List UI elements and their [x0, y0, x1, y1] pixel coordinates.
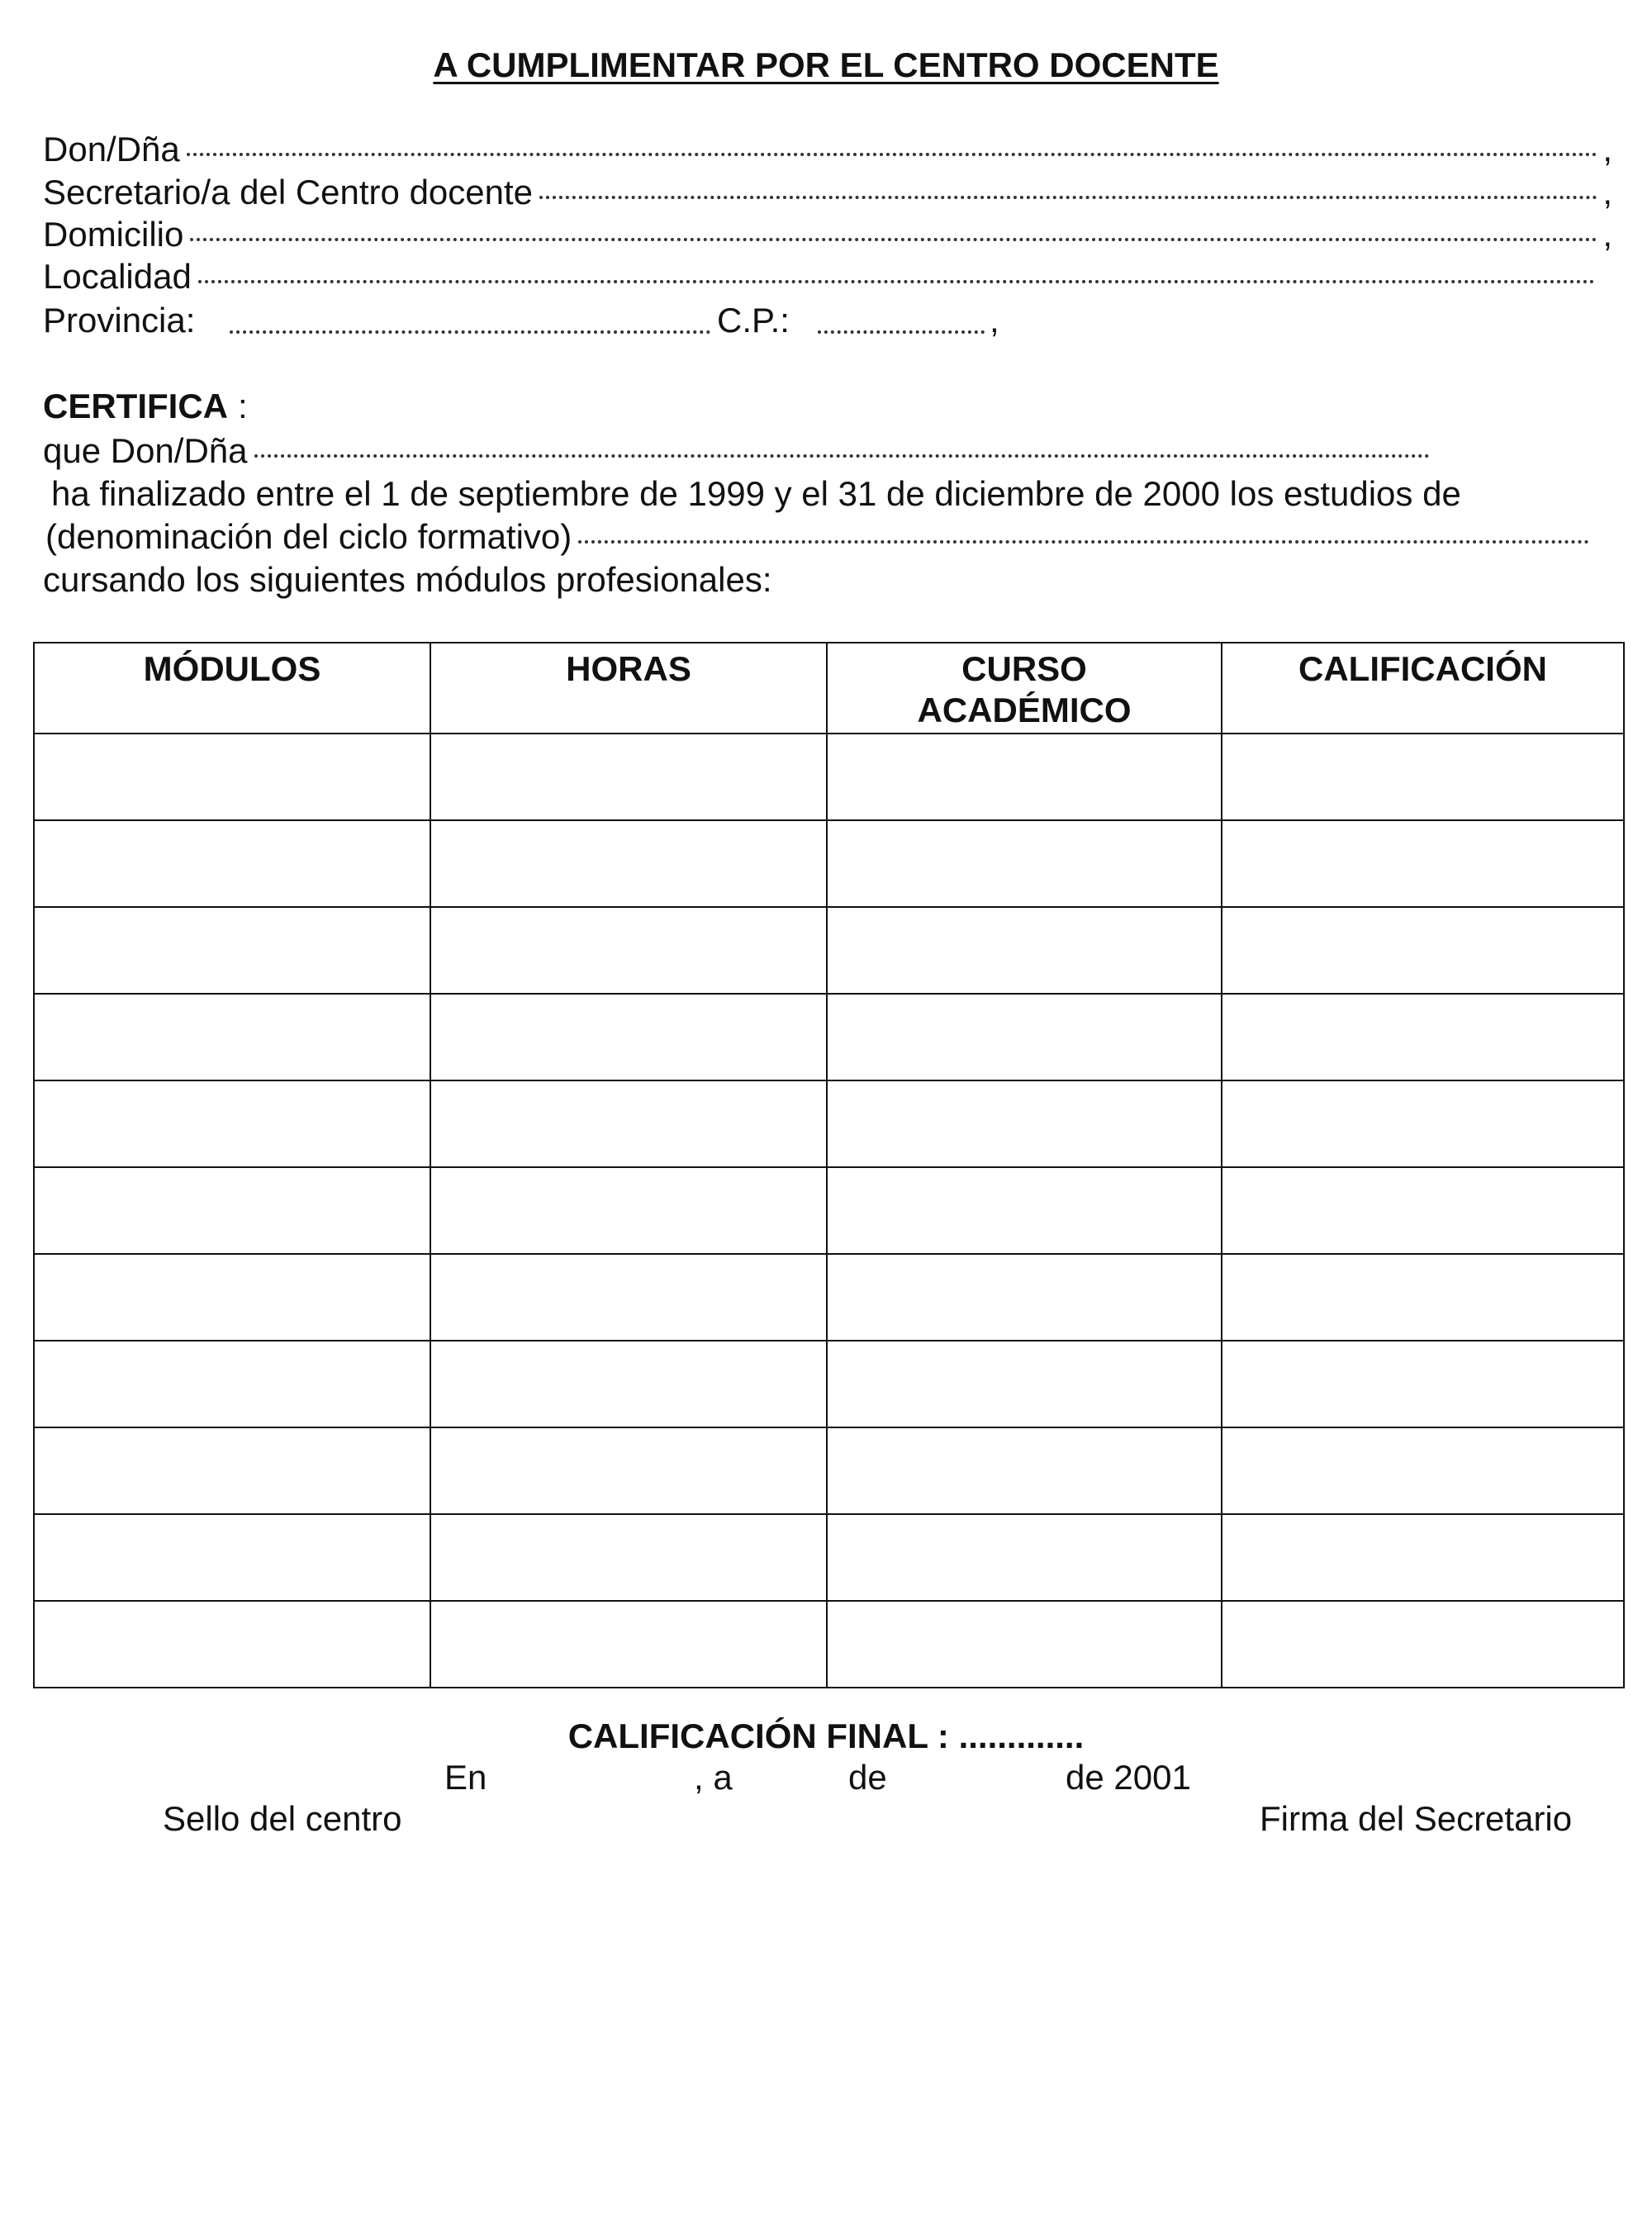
cell-curso[interactable]: [827, 1341, 1222, 1427]
header-curso-line1: CURSO: [961, 649, 1087, 688]
cell-curso[interactable]: [827, 1514, 1222, 1601]
cell-modulo[interactable]: [34, 1254, 430, 1341]
cell-calificacion[interactable]: [1222, 1080, 1624, 1167]
sello-del-centro: Sello del centro: [163, 1799, 402, 1838]
modules-table-header-row: [34, 643, 1624, 734]
header-horas: HORAS: [430, 643, 827, 734]
cell-horas[interactable]: [430, 1167, 827, 1254]
cell-calificacion[interactable]: [1222, 734, 1624, 820]
field-provincia-dots[interactable]: [230, 330, 710, 334]
cell-modulo[interactable]: [34, 994, 430, 1080]
certifica-cursando-text: cursando los siguientes módulos profesionales:: [43, 560, 772, 599]
cell-modulo[interactable]: [34, 1514, 430, 1601]
certifica-finalizado-text: ha finalizado entre el 1 de septiembre de 1999 y el 31 de diciembre de 2000 los estudios de: [51, 474, 1461, 513]
table-row: [34, 1341, 1624, 1427]
table-row: [34, 734, 1624, 820]
field-denominacion[interactable]: [45, 515, 1594, 558]
field-domicilio[interactable]: [43, 213, 1612, 256]
field-don-dots: [187, 153, 1598, 156]
field-domicilio-dots: [190, 238, 1597, 241]
field-don[interactable]: [43, 128, 1612, 171]
place-en: En: [444, 1758, 487, 1797]
table-row: [34, 1514, 1624, 1601]
cell-modulo[interactable]: [34, 1341, 430, 1427]
cell-horas[interactable]: [430, 1080, 827, 1167]
certifica-colon: :: [238, 387, 248, 425]
certifica-heading: [43, 385, 248, 428]
field-cp-dots[interactable]: [818, 330, 985, 334]
table-row: [34, 1254, 1624, 1341]
field-cp-label: C.P.:: [717, 301, 790, 340]
cell-curso[interactable]: [827, 820, 1222, 907]
cell-curso[interactable]: [827, 994, 1222, 1080]
field-que-don[interactable]: [43, 430, 1435, 472]
table-row: [34, 1601, 1624, 1688]
field-don-label: Don/Dña: [43, 130, 180, 169]
cell-modulo[interactable]: [34, 734, 430, 820]
date-de-2001: de 2001: [1066, 1758, 1191, 1797]
field-domicilio-comma: ,: [1602, 215, 1612, 254]
field-secretario[interactable]: [43, 171, 1612, 214]
field-domicilio-label: Domicilio: [43, 215, 184, 254]
certifica-label: CERTIFICA: [43, 387, 228, 425]
cell-calificacion[interactable]: [1222, 907, 1624, 994]
field-denominacion-label: (denominación del ciclo formativo): [45, 517, 572, 556]
cell-calificacion[interactable]: [1222, 1427, 1624, 1514]
table-row: [34, 1080, 1624, 1167]
table-row: [34, 820, 1624, 907]
field-provincia-label: Provincia:: [43, 301, 196, 340]
field-que-don-dots: [254, 454, 1430, 458]
date-de-1: de: [848, 1758, 887, 1797]
field-localidad-dots: [198, 280, 1595, 283]
modules-table: [33, 642, 1625, 1688]
cell-calificacion[interactable]: [1222, 820, 1624, 907]
cell-calificacion[interactable]: [1222, 994, 1624, 1080]
cell-horas[interactable]: [430, 820, 827, 907]
cell-modulo[interactable]: [34, 1601, 430, 1688]
cell-horas[interactable]: [430, 1341, 827, 1427]
table-row: [34, 994, 1624, 1080]
firma-del-secretario: Firma del Secretario: [1260, 1799, 1573, 1838]
calificacion-final[interactable]: CALIFICACIÓN FINAL : .............: [567, 1717, 1085, 1755]
field-que-don-label: que Don/Dña: [43, 431, 248, 470]
cell-modulo[interactable]: [34, 1167, 430, 1254]
cell-horas[interactable]: [430, 994, 827, 1080]
cell-curso[interactable]: [827, 1080, 1222, 1167]
place-a: , a: [694, 1758, 733, 1797]
cell-calificacion[interactable]: [1222, 1341, 1624, 1427]
cell-calificacion[interactable]: [1222, 1254, 1624, 1341]
cell-modulo[interactable]: [34, 907, 430, 994]
cell-horas[interactable]: [430, 1254, 827, 1341]
cell-horas[interactable]: [430, 1601, 827, 1688]
header-calificacion: CALIFICACIÓN: [1222, 643, 1624, 734]
field-secretario-dots: [539, 196, 1597, 199]
field-denominacion-dots: [578, 540, 1589, 544]
cell-curso[interactable]: [827, 734, 1222, 820]
cell-modulo[interactable]: [34, 1427, 430, 1514]
cell-calificacion[interactable]: [1222, 1601, 1624, 1688]
cell-curso[interactable]: [827, 1601, 1222, 1688]
cell-horas[interactable]: [430, 907, 827, 994]
cell-curso[interactable]: [827, 907, 1222, 994]
header-curso-line2: ACADÉMICO: [917, 691, 1132, 729]
cell-modulo[interactable]: [34, 1080, 430, 1167]
cell-curso[interactable]: [827, 1167, 1222, 1254]
cell-horas[interactable]: [430, 734, 827, 820]
field-don-comma: ,: [1602, 130, 1612, 169]
cell-curso[interactable]: [827, 1427, 1222, 1514]
cell-modulo[interactable]: [34, 820, 430, 907]
header-modulos: MÓDULOS: [34, 643, 430, 734]
table-row: [34, 907, 1624, 994]
field-secretario-comma: ,: [1602, 173, 1612, 211]
cell-horas[interactable]: [430, 1514, 827, 1601]
field-cp-comma: ,: [990, 301, 999, 340]
table-row: [34, 1427, 1624, 1514]
field-localidad[interactable]: [43, 255, 1600, 298]
cell-calificacion[interactable]: [1222, 1167, 1624, 1254]
field-secretario-label: Secretario/a del Centro docente: [43, 173, 534, 211]
header-curso-academico: [827, 643, 1222, 734]
cell-curso[interactable]: [827, 1254, 1222, 1341]
field-localidad-label: Localidad: [43, 257, 192, 296]
page-title: A CUMPLIMENTAR POR EL CENTRO DOCENTE: [433, 45, 1219, 84]
cell-horas[interactable]: [430, 1427, 827, 1514]
table-row: [34, 1167, 1624, 1254]
cell-calificacion[interactable]: [1222, 1514, 1624, 1601]
